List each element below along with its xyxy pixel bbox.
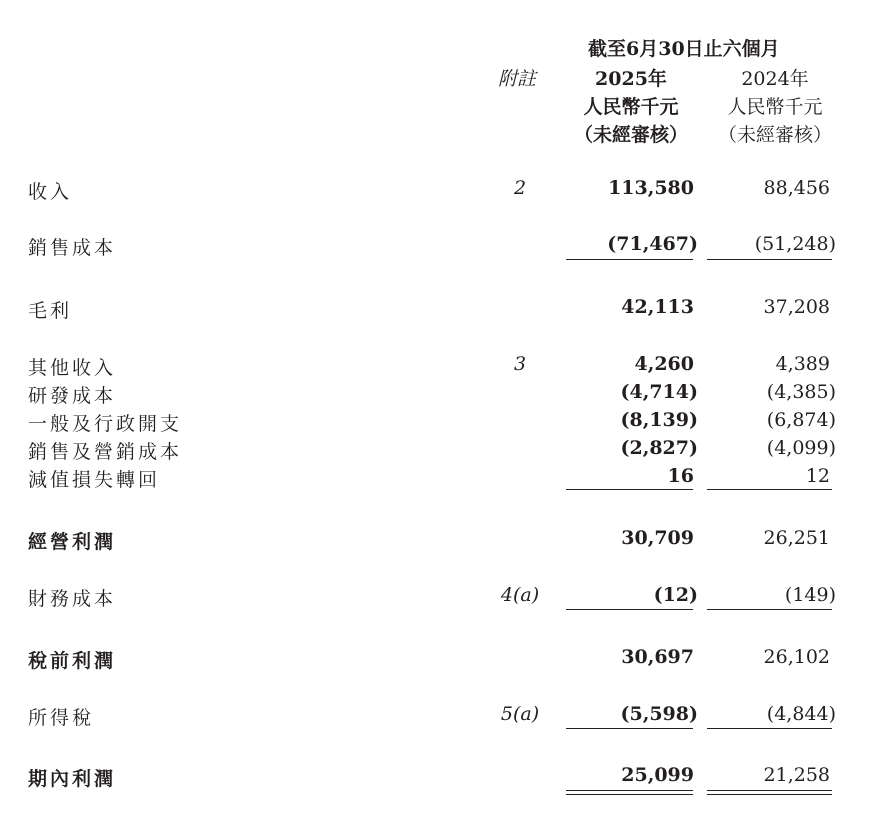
row-label-profit-before-tax: 稅前利潤 (28, 650, 117, 672)
value-2025-impairment-reversal: 16 (667, 465, 694, 487)
subtotal-rule-2024 (707, 728, 832, 729)
double-rule-top-2024 (707, 790, 832, 791)
value-2025-admin-expenses: (8,139) (620, 409, 698, 431)
double-rule-top-2025 (566, 790, 693, 791)
value-2025-income-tax: (5,598) (620, 703, 698, 725)
row-label-admin-expenses: 一般及行政開支 (28, 413, 183, 435)
row-label-marketing-costs: 銷售及營銷成本 (28, 441, 183, 463)
value-2024-gross-profit: 37,208 (763, 296, 830, 318)
subtotal-rule-2024 (707, 489, 832, 490)
currency-2024-header: 人民幣千元 (727, 96, 823, 118)
row-label-revenue: 收入 (28, 181, 73, 203)
value-2024-rnd-costs: (4,385) (766, 381, 836, 403)
period-heading: 截至6月30日止六個月 (588, 38, 780, 60)
double-rule-bottom-2024 (707, 794, 832, 795)
value-2024-income-tax: (4,844) (766, 703, 836, 725)
audit-2024-header: （未經審核） (717, 124, 832, 146)
value-2024-profit-for-period: 21,258 (763, 764, 830, 786)
value-2025-operating-profit: 30,709 (621, 527, 694, 549)
row-note-income-tax: 5(a) (500, 703, 540, 725)
subtotal-rule-2024 (707, 609, 832, 610)
double-rule-bottom-2025 (566, 794, 693, 795)
value-2024-marketing-costs: (4,099) (766, 437, 836, 459)
row-label-income-tax: 所得稅 (28, 707, 95, 729)
note-column-header: 附註 (498, 68, 537, 90)
value-2024-revenue: 88,456 (763, 177, 830, 199)
value-2024-other-income: 4,389 (775, 353, 830, 375)
subtotal-rule-2024 (707, 259, 832, 260)
value-2025-rnd-costs: (4,714) (620, 381, 698, 403)
subtotal-rule-2025 (566, 489, 693, 490)
value-2025-finance-costs: (12) (653, 584, 698, 606)
year-2024-header: 2024年 (741, 68, 809, 90)
row-note-finance-costs: 4(a) (500, 584, 540, 606)
row-label-gross-profit: 毛利 (28, 300, 73, 322)
value-2025-profit-for-period: 25,099 (621, 764, 694, 786)
row-label-other-income: 其他收入 (28, 357, 117, 379)
value-2024-finance-costs: (149) (784, 584, 836, 606)
row-label-cost-of-sales: 銷售成本 (28, 237, 117, 259)
value-2025-marketing-costs: (2,827) (620, 437, 698, 459)
value-2024-operating-profit: 26,251 (763, 527, 830, 549)
subtotal-rule-2025 (566, 728, 693, 729)
row-label-rnd-costs: 研發成本 (28, 385, 117, 407)
subtotal-rule-2025 (566, 259, 693, 260)
value-2025-cost-of-sales: (71,467) (607, 233, 698, 255)
row-note-revenue: 2 (513, 177, 527, 199)
value-2024-impairment-reversal: 12 (805, 465, 830, 487)
value-2024-admin-expenses: (6,874) (766, 409, 836, 431)
audit-2025-header: （未經審核） (573, 124, 688, 146)
currency-2025-header: 人民幣千元 (583, 96, 679, 118)
value-2024-profit-before-tax: 26,102 (763, 646, 830, 668)
row-label-profit-for-period: 期內利潤 (28, 768, 117, 790)
row-label-finance-costs: 財務成本 (28, 588, 117, 610)
value-2025-gross-profit: 42,113 (621, 296, 694, 318)
value-2024-cost-of-sales: (51,248) (754, 233, 836, 255)
value-2025-other-income: 4,260 (634, 353, 694, 375)
year-2025-header: 2025年 (595, 68, 667, 90)
row-note-other-income: 3 (513, 353, 527, 375)
row-label-operating-profit: 經營利潤 (28, 531, 117, 553)
value-2025-profit-before-tax: 30,697 (621, 646, 694, 668)
subtotal-rule-2025 (566, 609, 693, 610)
row-label-impairment-reversal: 減值損失轉回 (28, 469, 161, 491)
value-2025-revenue: 113,580 (608, 177, 694, 199)
